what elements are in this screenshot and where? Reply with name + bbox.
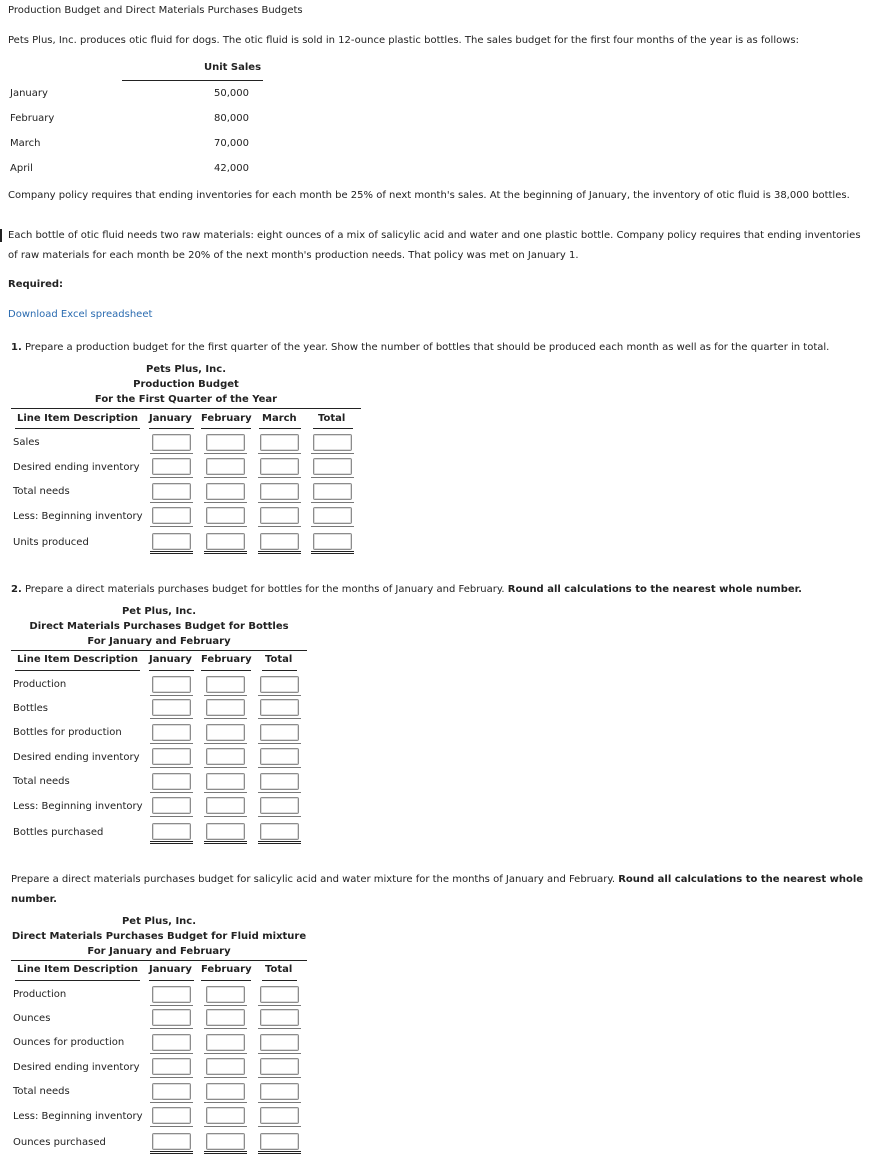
q1-units-produced-february-input[interactable]	[206, 533, 245, 550]
q2-row-label: Production	[13, 679, 67, 690]
q1-total-needs-march-input[interactable]	[260, 483, 299, 500]
q3-total-needs-february-input[interactable]	[206, 1083, 245, 1100]
q3-company: Pet Plus, Inc.	[121, 916, 197, 927]
q2-ending-inventory-total-input[interactable]	[260, 748, 299, 765]
q1-col-march: March	[262, 413, 297, 424]
q3-ounces-for-production-january-input[interactable]	[152, 1034, 191, 1051]
q3-ounces-for-production-february-input[interactable]	[206, 1034, 245, 1051]
q2-total-needs-february-input[interactable]	[206, 773, 245, 790]
q1-units-produced-total-input[interactable]	[313, 533, 352, 550]
q2-header-underline	[15, 670, 140, 671]
q3-total-needs-total-input[interactable]	[260, 1083, 299, 1100]
q3-row-label: Less: Beginning inventory	[13, 1111, 143, 1122]
q3-prompt-line-1	[11, 874, 863, 885]
q2-company: Pet Plus, Inc.	[121, 606, 197, 617]
download-excel-link[interactable]: Download Excel spreadsheet	[8, 309, 153, 320]
unit-sales-header-rule	[122, 80, 263, 81]
q3-ounces-purchased-february-input[interactable]	[206, 1133, 245, 1150]
q3-total-needs-january-input[interactable]	[152, 1083, 191, 1100]
q1-sales-february-input[interactable]	[206, 434, 245, 451]
q1-budget-name: Production Budget	[133, 379, 239, 390]
q2-bottles-for-production-january-input[interactable]	[152, 724, 191, 741]
q3-row-label: Ounces for production	[13, 1037, 125, 1048]
materials-text-line-2: of raw materials for each month be 20% of the next month's production needs. That policy was met on January 1.	[8, 250, 579, 261]
q2-bottles-purchased-february-input[interactable]	[206, 823, 245, 840]
q3-col-description: Line Item Description	[17, 964, 139, 975]
q1-title-rule	[11, 408, 361, 409]
q2-beginning-inventory-total-input[interactable]	[260, 797, 299, 814]
q1-units-produced-january-input[interactable]	[152, 533, 191, 550]
q3-budget-name: Direct Materials Purchases Budget for Fluid mixture	[11, 931, 307, 942]
q1-units-produced-march-input[interactable]	[260, 533, 299, 550]
q1-row-label: Desired ending inventory	[13, 462, 140, 473]
q1-sales-january-input[interactable]	[152, 434, 191, 451]
q3-header-underline	[149, 980, 194, 981]
q1-col-description: Line Item Description	[17, 413, 139, 424]
q2-col-february: February	[201, 654, 252, 665]
q2-bottles-purchased-total-input[interactable]	[260, 823, 299, 840]
q1-period: For the First Quarter of the Year	[94, 394, 278, 405]
q1-total-needs-january-input[interactable]	[152, 483, 191, 500]
sales-month-label: March	[10, 138, 41, 149]
q1-beginning-inventory-total-input[interactable]	[313, 507, 352, 524]
q2-col-description: Line Item Description	[17, 654, 139, 665]
left-edge-marker	[0, 229, 2, 242]
q2-bottles-purchased-january-input[interactable]	[152, 823, 191, 840]
q2-bottles-february-input[interactable]	[206, 699, 245, 716]
q2-bottles-for-production-total-input[interactable]	[260, 724, 299, 741]
q2-bottles-january-input[interactable]	[152, 699, 191, 716]
q2-header-underline	[262, 670, 297, 671]
q2-number: 2.	[11, 584, 22, 595]
q3-production-february-input[interactable]	[206, 986, 245, 1003]
q2-row-label: Bottles for production	[13, 727, 122, 738]
required-label: Required:	[8, 279, 64, 290]
q1-header-underline	[259, 428, 301, 429]
q3-prompt-text: Prepare a direct materials purchases budget for salicylic acid and water mixture for the months of January and February.	[11, 874, 616, 885]
q3-title-rule	[11, 960, 307, 961]
q3-header-underline	[262, 980, 297, 981]
q1-company: Pets Plus, Inc.	[146, 364, 226, 375]
q3-period: For January and February	[87, 946, 231, 957]
sales-units-value: 80,000	[214, 113, 249, 124]
q1-ending-inventory-february-input[interactable]	[206, 458, 245, 475]
q3-prompt-rounding: Round all calculations to the nearest whole	[618, 874, 864, 885]
q3-row-label: Ounces	[13, 1013, 51, 1024]
sales-month-label: April	[10, 163, 33, 174]
sales-units-value: 50,000	[214, 88, 249, 99]
q2-title-rule	[11, 650, 307, 651]
q1-col-january: January	[149, 413, 192, 424]
q2-row-label: Total needs	[13, 776, 70, 787]
q2-budget-name: Direct Materials Purchases Budget for Bottles	[29, 621, 289, 632]
q2-col-total: Total	[265, 654, 293, 665]
q1-total-needs-total-input[interactable]	[313, 483, 352, 500]
q1-beginning-inventory-march-input[interactable]	[260, 507, 299, 524]
q1-ending-inventory-total-input[interactable]	[313, 458, 352, 475]
q3-header-underline	[201, 980, 251, 981]
q1-header-underline	[313, 428, 353, 429]
q2-beginning-inventory-february-input[interactable]	[206, 797, 245, 814]
q2-ending-inventory-january-input[interactable]	[152, 748, 191, 765]
unit-sales-header: Unit Sales	[204, 62, 262, 73]
q1-header-underline	[149, 428, 194, 429]
q3-beginning-inventory-january-input[interactable]	[152, 1107, 191, 1124]
q1-sales-total-input[interactable]	[313, 434, 352, 451]
q3-ending-inventory-total-input[interactable]	[260, 1058, 299, 1075]
q2-prompt-rounding: Round all calculations to the nearest whole number.	[507, 584, 802, 595]
q1-ending-inventory-january-input[interactable]	[152, 458, 191, 475]
q1-sales-march-input[interactable]	[260, 434, 299, 451]
q3-ounces-for-production-total-input[interactable]	[260, 1034, 299, 1051]
q1-header-underline	[15, 428, 140, 429]
q3-col-total: Total	[265, 964, 293, 975]
q1-row-label: Sales	[13, 437, 40, 448]
q3-production-january-input[interactable]	[152, 986, 191, 1003]
q2-ending-inventory-february-input[interactable]	[206, 748, 245, 765]
q3-ounces-january-input[interactable]	[152, 1009, 191, 1026]
q2-beginning-inventory-january-input[interactable]	[152, 797, 191, 814]
q3-ounces-february-input[interactable]	[206, 1009, 245, 1026]
q2-col-january: January	[149, 654, 192, 665]
q3-row-label: Production	[13, 989, 67, 1000]
sales-units-value: 70,000	[214, 138, 249, 149]
q2-total-needs-january-input[interactable]	[152, 773, 191, 790]
intro-text: Pets Plus, Inc. produces otic fluid for dogs. The otic fluid is sold in 12-ounce plastic bottles. The sales budget for the first four months of the year is as follows:	[8, 35, 799, 46]
q2-production-february-input[interactable]	[206, 676, 245, 693]
q3-beginning-inventory-total-input[interactable]	[260, 1107, 299, 1124]
q3-row-label: Ounces purchased	[13, 1137, 106, 1148]
q2-row-label: Desired ending inventory	[13, 752, 140, 763]
sales-month-label: February	[10, 113, 55, 124]
q2-row-label: Bottles	[13, 703, 48, 714]
q1-col-total: Total	[318, 413, 346, 424]
q1-row-label: Units produced	[13, 537, 89, 548]
q2-bottles-for-production-february-input[interactable]	[206, 724, 245, 741]
q1-row-label: Total needs	[13, 486, 70, 497]
page-title: Production Budget and Direct Materials Purchases Budgets	[8, 5, 303, 16]
q2-row-label: Bottles purchased	[13, 827, 104, 838]
q1-beginning-inventory-february-input[interactable]	[206, 507, 245, 524]
q3-ounces-total-input[interactable]	[260, 1009, 299, 1026]
q1-prompt	[11, 342, 829, 353]
policy-text: Company policy requires that ending inventories for each month be 25% of next month's sales. At the beginning of January, the inventory of otic fluid is 38,000 bottles.	[8, 190, 850, 201]
q3-ounces-purchased-january-input[interactable]	[152, 1133, 191, 1150]
q2-bottles-total-input[interactable]	[260, 699, 299, 716]
q1-header-underline	[201, 428, 251, 429]
q3-col-january: January	[149, 964, 192, 975]
q1-prompt-text: Prepare a production budget for the first quarter of the year. Show the number of bottles that should be produced each month as well as for the quarter in total.	[24, 342, 830, 353]
q1-row-label: Less: Beginning inventory	[13, 511, 143, 522]
q2-period: For January and February	[87, 636, 231, 647]
q2-production-total-input[interactable]	[260, 676, 299, 693]
q1-number: 1.	[11, 342, 22, 353]
q3-ending-inventory-january-input[interactable]	[152, 1058, 191, 1075]
q3-row-label: Total needs	[13, 1086, 70, 1097]
q1-beginning-inventory-january-input[interactable]	[152, 507, 191, 524]
q2-prompt-text: Prepare a direct materials purchases budget for bottles for the months of January and February.	[24, 584, 505, 595]
q3-ounces-purchased-total-input[interactable]	[260, 1133, 299, 1150]
q2-production-january-input[interactable]	[152, 676, 191, 693]
q2-header-underline	[149, 670, 194, 671]
q2-header-underline	[201, 670, 251, 671]
q3-ending-inventory-february-input[interactable]	[206, 1058, 245, 1075]
sales-month-label: January	[10, 88, 48, 99]
q1-ending-inventory-march-input[interactable]	[260, 458, 299, 475]
q3-header-underline	[15, 980, 140, 981]
q3-production-total-input[interactable]	[260, 986, 299, 1003]
sales-units-value: 42,000	[214, 163, 249, 174]
q3-prompt-line-2: number.	[11, 894, 57, 905]
q3-col-february: February	[201, 964, 252, 975]
q1-total-needs-february-input[interactable]	[206, 483, 245, 500]
q2-prompt	[11, 584, 802, 595]
materials-text-line-1: Each bottle of otic fluid needs two raw materials: eight ounces of a mix of salicylic acid and water and one plastic bottle. Company policy requires that ending inventories	[8, 230, 861, 241]
q3-row-label: Desired ending inventory	[13, 1062, 140, 1073]
q2-row-label: Less: Beginning inventory	[13, 801, 143, 812]
q3-beginning-inventory-february-input[interactable]	[206, 1107, 245, 1124]
q1-col-february: February	[201, 413, 252, 424]
q2-total-needs-total-input[interactable]	[260, 773, 299, 790]
